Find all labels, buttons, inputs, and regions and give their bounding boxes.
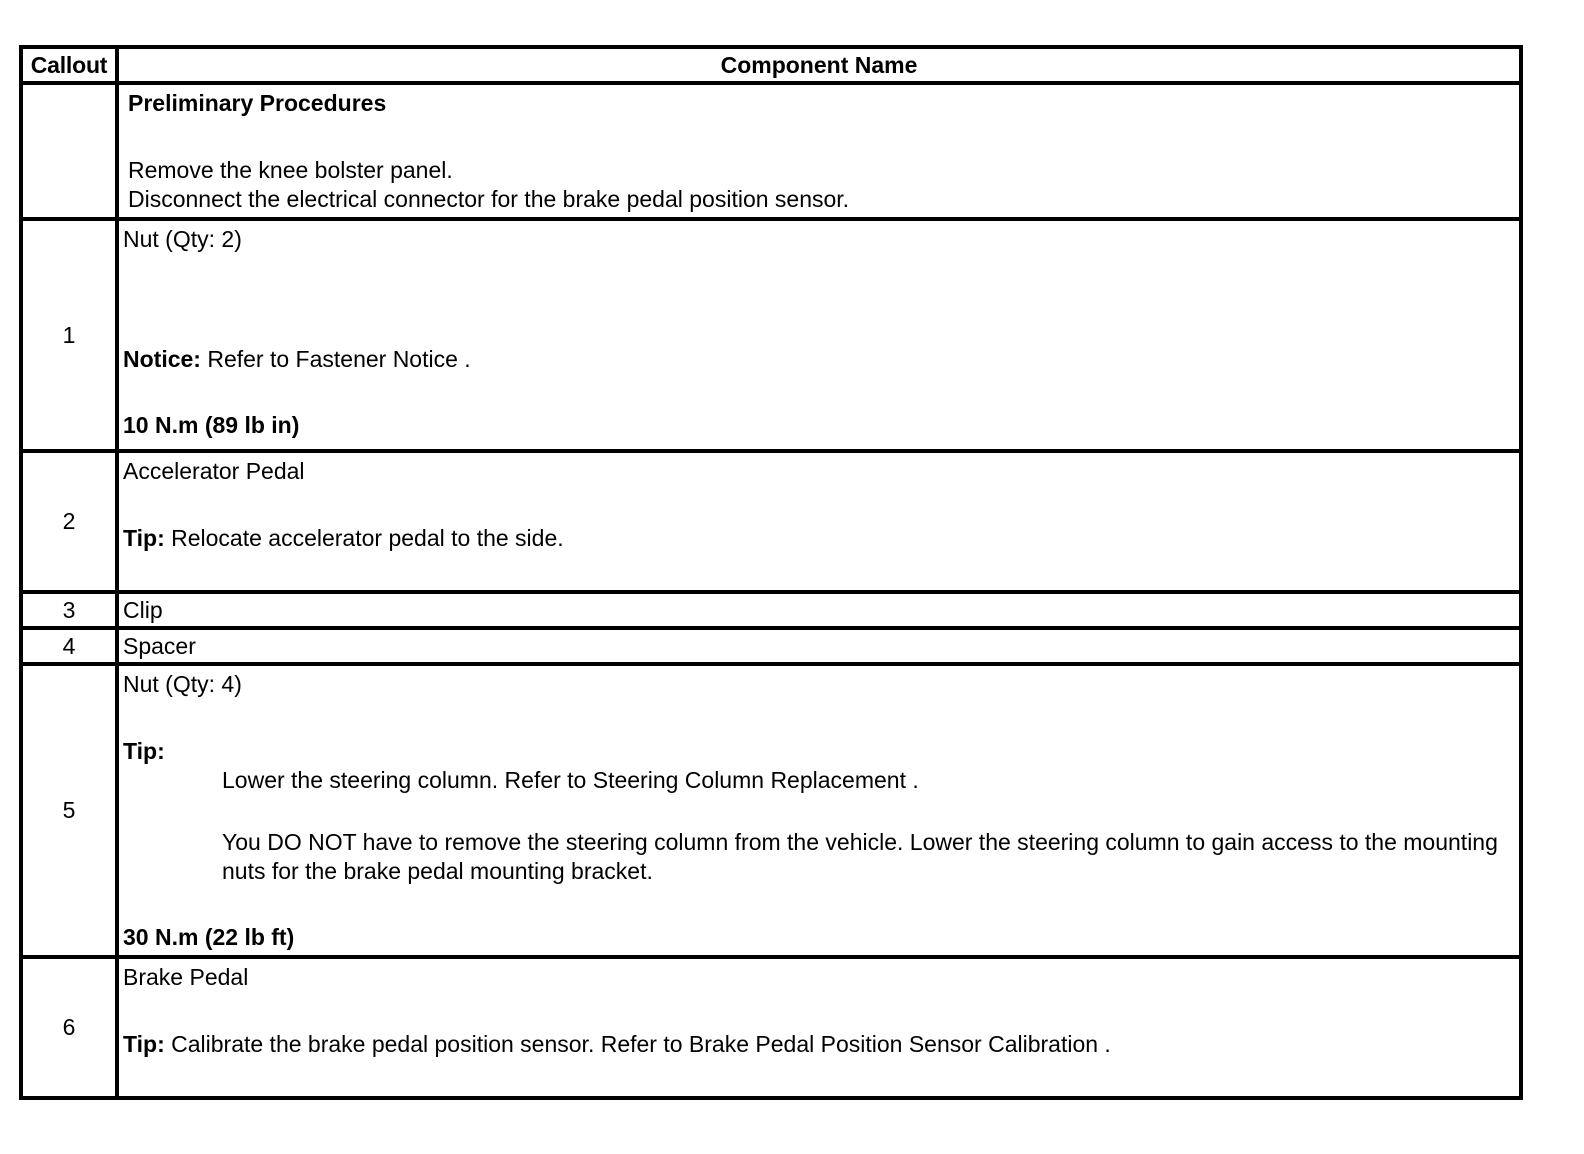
torque-spec: 10 N.m (89 lb in): [123, 412, 300, 438]
tip-label: Tip:: [123, 738, 165, 764]
callout-number: 1: [21, 219, 117, 451]
notice-label: Notice:: [123, 346, 201, 372]
preliminary-cell: [117, 83, 1521, 219]
preliminary-title: Preliminary Procedures: [128, 90, 387, 116]
tip-label: Tip:: [123, 1031, 165, 1057]
table-row: [21, 451, 1521, 592]
component-name: Nut (Qty: 4): [123, 671, 242, 697]
component-cell: [117, 628, 1521, 664]
callout-number: 5: [21, 664, 117, 957]
component-name: Spacer: [123, 632, 196, 659]
component-cell: [117, 592, 1521, 628]
tip-line: [123, 524, 1519, 553]
header-row: [21, 47, 1521, 83]
preliminary-line: Remove the knee bolster panel.: [128, 157, 453, 183]
component-name: Brake Pedal: [123, 964, 249, 990]
table-row: [21, 592, 1521, 628]
preliminary-callout-cell: [21, 83, 117, 219]
table-row: [21, 628, 1521, 664]
procedure-table: [19, 45, 1523, 1100]
preliminary-line: Disconnect the electrical connector for the brake pedal position sensor.: [128, 186, 850, 212]
component-cell: [117, 219, 1521, 451]
callout-number: 3: [21, 592, 117, 628]
callout-header: Callout: [21, 47, 117, 83]
tip-text: Relocate accelerator pedal to the side.: [164, 525, 564, 551]
callout-number: 6: [21, 957, 117, 1098]
component-cell: [117, 451, 1521, 592]
tip-line: You DO NOT have to remove the steering column from the vehicle. Lower the steering column to gain access to the mounting nuts for the brake pedal mounting bracket.: [222, 829, 1498, 884]
table-row: [21, 664, 1521, 957]
tip-line: Lower the steering column. Refer to Steering Column Replacement .: [222, 767, 919, 793]
component-name: Accelerator Pedal: [123, 458, 305, 484]
notice-line: [123, 345, 1519, 374]
component-name-header: Component Name: [117, 47, 1521, 83]
torque-spec: 30 N.m (22 lb ft): [123, 924, 295, 950]
component-cell: [117, 957, 1521, 1098]
notice-text: Refer to Fastener Notice .: [200, 346, 471, 372]
component-cell: [117, 664, 1521, 957]
tip-label: Tip:: [123, 525, 165, 551]
component-name: Nut (Qty: 2): [123, 226, 242, 252]
tip-text: Calibrate the brake pedal position sensor. Refer to Brake Pedal Position Sensor Calibration .: [164, 1031, 1111, 1057]
tip-line: [123, 1030, 1519, 1059]
callout-number: 2: [21, 451, 117, 592]
callout-number: 4: [21, 628, 117, 664]
table-row: [21, 957, 1521, 1098]
table-row: [21, 219, 1521, 451]
preliminary-row: [21, 83, 1521, 219]
component-name: Clip: [123, 596, 163, 623]
